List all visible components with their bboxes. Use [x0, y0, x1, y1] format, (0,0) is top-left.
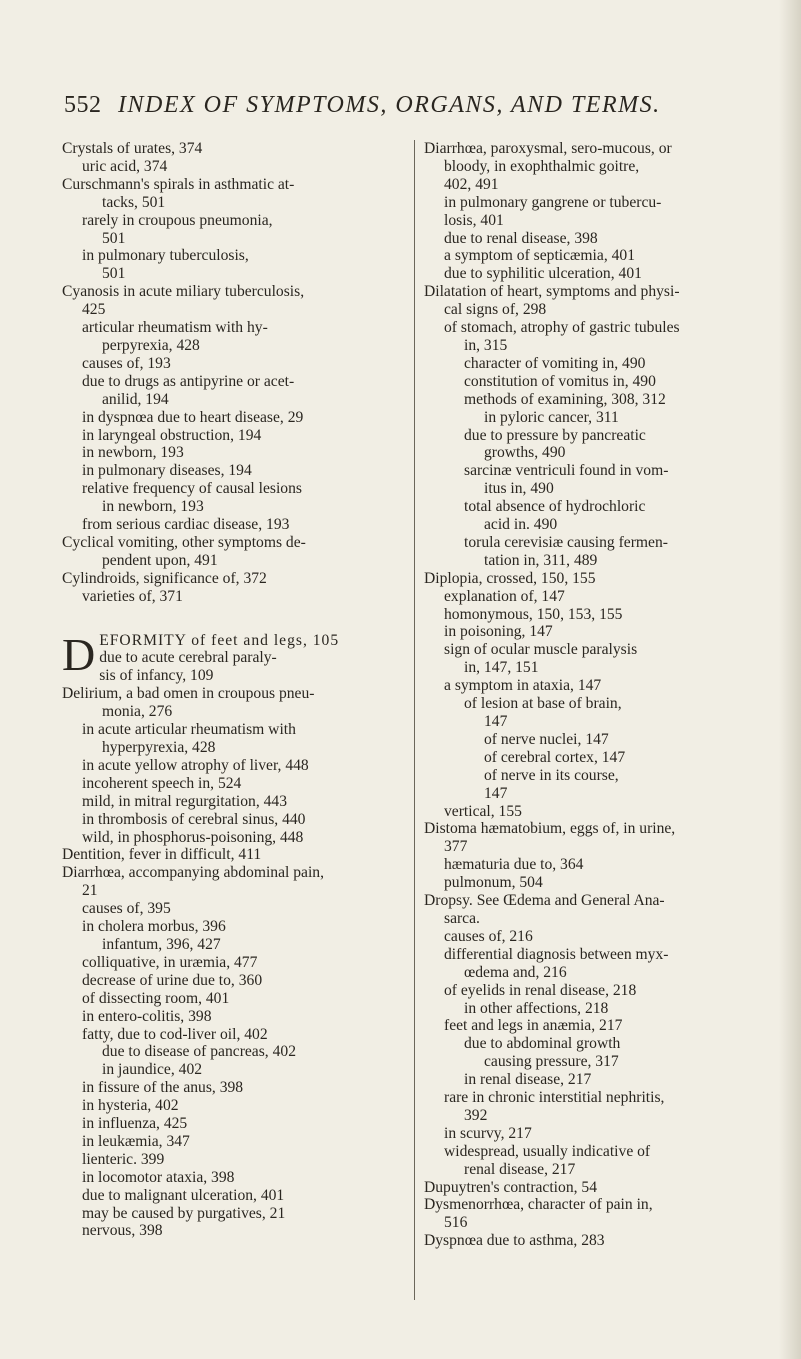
index-subentry: in fissure of the anus, 398 [82, 1079, 244, 1097]
index-subentry: feet and legs in anæmia, 217 [444, 1017, 623, 1035]
section-d [62, 628, 408, 686]
index-subentry: in scurvy, 217 [444, 1124, 532, 1142]
index-subentry: acid in. 490 [484, 516, 558, 534]
index-subentry: in cholera morbus, 396 [82, 918, 226, 936]
index-subentry: pendent upon, 491 [102, 551, 218, 569]
index-subentry: bloody, in exophthalmic goitre, [444, 157, 640, 175]
index-subentry: rarely in croupous pneumonia, [82, 211, 273, 229]
index-entry: EFORMITY of feet and legs, 105 [99, 631, 340, 649]
index-subentry: torula cerevisiæ causing fermen- [464, 533, 668, 551]
page-number: 552 [64, 92, 102, 118]
index-subentry: total absence of hydrochloric [464, 498, 646, 516]
index-subentry: 425 [82, 301, 106, 319]
left-entries-d [62, 685, 408, 1240]
index-subentry: in, 147, 151 [464, 659, 539, 677]
index-subentry: 402, 491 [444, 175, 499, 193]
index-subentry: in acute yellow atrophy of liver, 448 [82, 756, 309, 774]
index-subentry: causes of, 193 [82, 354, 171, 372]
drop-cap-d: D [62, 628, 96, 680]
index-subentry: may be caused by purgatives, 21 [82, 1204, 286, 1222]
index-entry: Diplopia, crossed, 150, 155 [424, 569, 596, 587]
index-subentry: decrease of urine due to, 360 [82, 971, 263, 989]
index-entry: Dupuytren's contraction, 54 [424, 1178, 598, 1196]
index-subentry: character of vomiting in, 490 [464, 354, 646, 372]
index-subentry: due to renal disease, 398 [444, 229, 598, 247]
index-subentry: due to drugs as antipyrine or acet- [82, 372, 295, 390]
index-subentry: colliquative, in uræmia, 477 [82, 953, 258, 971]
index-subentry: in poisoning, 147 [444, 623, 553, 641]
index-subentry: due to disease of pancreas, 402 [102, 1043, 296, 1061]
index-subentry: causing pressure, 317 [484, 1053, 619, 1071]
index-subentry: monia, 276 [102, 703, 173, 721]
index-entry: Curschmann's spirals in asthmatic at- [62, 175, 295, 193]
index-entry: Cylindroids, significance of, 372 [62, 569, 267, 587]
index-subentry: œdema and, 216 [464, 963, 567, 981]
index-subentry: perpyrexia, 428 [102, 336, 200, 354]
index-subentry: due to pressure by pancreatic [464, 426, 646, 444]
index-subentry: losis, 401 [444, 211, 504, 229]
index-subentry: of lesion at base of brain, [464, 695, 622, 713]
index-subentry: in pulmonary tuberculosis, [82, 247, 249, 265]
index-entry: Cyclical vomiting, other symptoms de- [62, 533, 306, 551]
index-subentry: in locomotor ataxia, 398 [82, 1168, 235, 1186]
index-subentry: in dyspnœa due to heart disease, 29 [82, 408, 304, 426]
index-subentry: 516 [444, 1214, 468, 1232]
index-subentry: due to acute cerebral paraly- [99, 649, 277, 667]
index-subentry: in leukæmia, 347 [82, 1132, 190, 1150]
right-entries [424, 140, 782, 1250]
index-subentry: infantum, 396, 427 [102, 935, 221, 953]
left-entries [62, 140, 408, 606]
index-subentry: in thrombosis of cerebral sinus, 440 [82, 810, 306, 828]
index-subentry: growths, 490 [484, 444, 566, 462]
index-subentry: itus in, 490 [484, 480, 554, 498]
index-subentry: tacks, 501 [102, 193, 166, 211]
index-subentry: from serious cardiac disease, 193 [82, 516, 290, 534]
index-subentry: hæmaturia due to, 364 [444, 856, 584, 874]
page-edge-shadow [779, 0, 801, 1359]
index-subentry: methods of examining, 308, 312 [464, 390, 666, 408]
index-subentry: uric acid, 374 [82, 157, 168, 175]
index-subentry: in entero-colitis, 398 [82, 1007, 212, 1025]
index-subentry: 392 [464, 1106, 488, 1124]
index-subentry: causes of, 216 [444, 927, 533, 945]
index-subentry: vertical, 155 [444, 802, 522, 820]
index-entry: Dropsy. See Œdema and General Ana- [424, 892, 665, 910]
index-subentry: constitution of vomitus in, 490 [464, 372, 656, 390]
index-subentry: a symptom of septicæmia, 401 [444, 247, 636, 265]
index-entry: Delirium, a bad omen in croupous pneu- [62, 685, 315, 703]
index-subentry: rare in chronic interstitial nephritis, [444, 1089, 665, 1107]
index-subentry: explanation of, 147 [444, 587, 565, 605]
index-entry: Cyanosis in acute miliary tuberculosis, [62, 283, 305, 301]
index-subentry: anilid, 194 [102, 390, 169, 408]
index-subentry: wild, in phosphorus-poisoning, 448 [82, 828, 304, 846]
index-subentry: tation in, 311, 489 [484, 551, 598, 569]
index-subentry: in renal disease, 217 [464, 1071, 592, 1089]
index-subentry: in acute articular rheumatism with [82, 721, 296, 739]
index-subentry: of nerve in its course, [484, 766, 619, 784]
index-subentry: in hysteria, 402 [82, 1097, 179, 1115]
index-subentry: sign of ocular muscle paralysis [444, 641, 638, 659]
index-subentry: 147 [484, 713, 508, 730]
index-subentry: of dissecting room, 401 [82, 989, 230, 1007]
index-subentry: varieties of, 371 [82, 587, 183, 605]
index-subentry: cal signs of, 298 [444, 301, 547, 319]
column-divider [414, 140, 415, 1300]
index-subentry: sarcinæ ventriculi found in vom- [464, 462, 669, 480]
index-subentry: relative frequency of causal lesions [82, 480, 302, 498]
index-subentry: homonymous, 150, 153, 155 [444, 605, 623, 623]
index-subentry: sis of infancy, 109 [99, 667, 214, 685]
index-subentry: nervous, 398 [82, 1222, 163, 1240]
index-subentry: 501 [102, 265, 126, 283]
index-subentry: in pulmonary diseases, 194 [82, 462, 252, 480]
index-subentry: 21 [82, 882, 98, 900]
left-column [62, 140, 408, 1240]
index-subentry: of nerve nuclei, 147 [484, 730, 609, 748]
index-subentry: 147 [484, 784, 508, 802]
index-subentry: due to syphilitic ulceration, 401 [444, 265, 642, 283]
running-header [64, 92, 661, 119]
page-title: INDEX OF SYMPTOMS, ORGANS, AND TERMS. [118, 92, 661, 118]
right-column [424, 140, 782, 1250]
index-subentry: causes of, 395 [82, 900, 171, 918]
index-subentry: in newborn, 193 [82, 444, 184, 462]
index-subentry: in pyloric cancer, 311 [484, 408, 619, 426]
index-subentry: 377 [444, 838, 468, 856]
index-entry: Diarrhœa, accompanying abdominal pain, [62, 864, 324, 882]
index-subentry: in jaundice, 402 [102, 1061, 203, 1079]
index-subentry: in laryngeal obstruction, 194 [82, 426, 262, 444]
index-subentry: in other affections, 218 [464, 999, 609, 1017]
index-subentry: of stomach, atrophy of gastric tubules [444, 319, 680, 337]
index-subentry: hyperpyrexia, 428 [102, 739, 216, 756]
index-subentry: 501 [102, 229, 126, 247]
index-subentry: widespread, usually indicative of [444, 1142, 651, 1160]
section-gap [62, 606, 408, 632]
index-entry: Dyspnœa due to asthma, 283 [424, 1232, 605, 1250]
index-subentry: lienteric. 399 [82, 1150, 165, 1168]
index-subentry: articular rheumatism with hy- [82, 319, 268, 337]
index-subentry: in newborn, 193 [102, 498, 204, 516]
index-subentry: a symptom in ataxia, 147 [444, 677, 602, 695]
index-entry: Dentition, fever in difficult, 411 [62, 846, 262, 864]
index-entry: Diarrhœa, paroxysmal, sero-mucous, or [424, 140, 672, 157]
index-subentry: in influenza, 425 [82, 1115, 188, 1133]
index-subentry: differential diagnosis between myx- [444, 945, 669, 963]
index-subentry: due to malignant ulceration, 401 [82, 1186, 285, 1204]
index-subentry: in, 315 [464, 336, 508, 354]
index-entry: Crystals of urates, 374 [62, 140, 203, 157]
index-subentry: pulmonum, 504 [444, 874, 543, 892]
index-subentry: renal disease, 217 [464, 1160, 576, 1178]
index-subentry: of eyelids in renal disease, 218 [444, 981, 637, 999]
index-subentry: mild, in mitral regurgitation, 443 [82, 792, 288, 810]
index-subentry: sarca. [444, 909, 480, 927]
index-subentry: incoherent speech in, 524 [82, 774, 242, 792]
index-subentry: due to abdominal growth [464, 1035, 621, 1053]
index-subentry: of cerebral cortex, 147 [484, 748, 626, 766]
index-entry: Dilatation of heart, symptoms and physi- [424, 283, 680, 301]
index-subentry: fatty, due to cod-liver oil, 402 [82, 1025, 268, 1043]
index-entry: Distoma hæmatobium, eggs of, in urine, [424, 820, 676, 838]
index-entry: Dysmenorrhœa, character of pain in, [424, 1196, 653, 1214]
index-subentry: in pulmonary gangrene or tubercu- [444, 193, 662, 211]
